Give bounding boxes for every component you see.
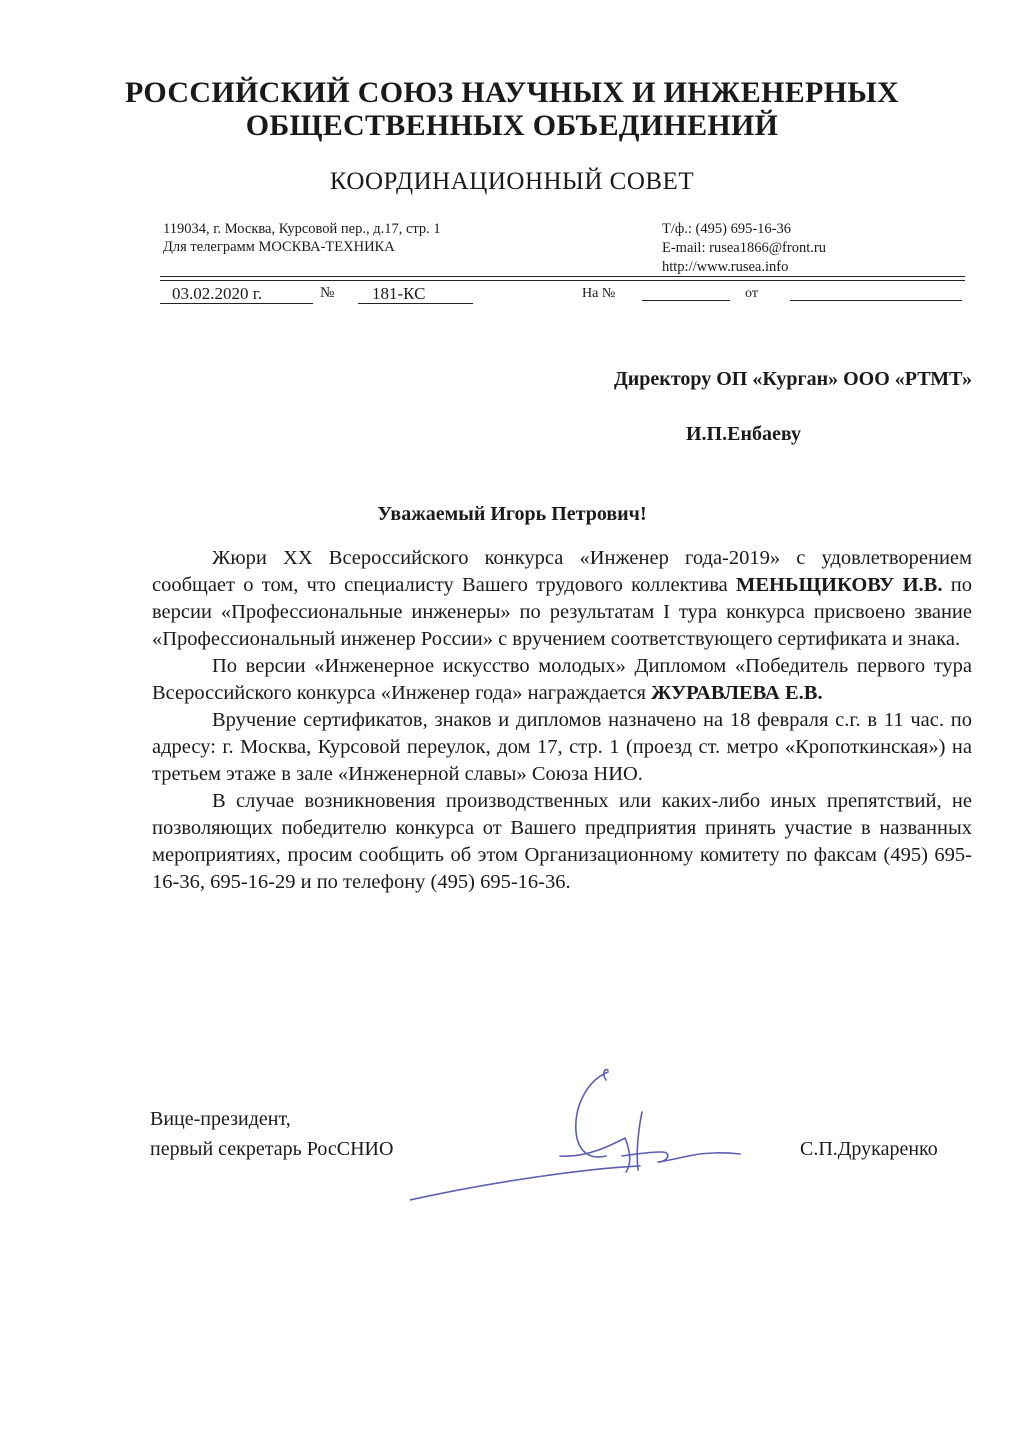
paragraph-3: Вручение сертификатов, знаков и дипломов назначено на 18 февраля с.г. в 11 час. по адресу: г. Москва, Курсовой переулок, дом 17, стр. 1 (проезд ст. метро «Кропоткинская») на третьем этаже в зале «Инженерной славы» Союза НИО.: [152, 709, 972, 785]
header-rule-top: [160, 276, 965, 277]
organization-name-line2: ОБЩЕСТВЕННЫХ ОБЪЕДИНЕНИЙ: [245, 109, 779, 142]
recipient-highlight-2: ЖУРАВЛЕВА Е.В.: [651, 682, 823, 704]
paragraph-2: По версии «Инженерное искусство молодых» Дипломом «Победитель первого тура Всероссийского конкурса «Инженер года» награждается ЖУРАВЛЕВА Е.В.: [152, 655, 972, 704]
reply-to-label: На №: [582, 286, 616, 301]
letter-number: 181-КС: [372, 284, 426, 303]
org-telegram: Для телеграмм МОСКВА-ТЕХНИКА: [163, 239, 395, 255]
signer-role-line1: Вице-президент,: [150, 1108, 291, 1130]
org-phone: Т/ф.: (495) 695-16-36: [662, 221, 791, 237]
letter-body: [152, 545, 972, 896]
signer-name: С.П.Друкаренко: [800, 1138, 938, 1160]
org-website: http://www.rusea.info: [662, 259, 789, 275]
paragraph-1: Жюри XX Всероссийского конкурса «Инженер года-2019» с удовлетворением сообщает о том, что специалисту Вашего трудового коллектива МЕНЬЩИКОВУ И.В. по версии «Профессиональные инженеры» по результатам I тура конкурса присвоено звание «Профессиональный инженер России» с вручением соответствующего сертификата и знака.: [152, 547, 972, 650]
signer-role-line2: первый секретарь РосСНИО: [150, 1138, 394, 1160]
reply-date-underline: [790, 300, 962, 301]
number-label: №: [320, 285, 335, 301]
organization-name-line1: РОССИЙСКИЙ СОЮЗ НАУЧНЫХ И ИНЖЕНЕРНЫХ: [124, 76, 899, 109]
greeting: Уважаемый Игорь Петрович!: [377, 503, 647, 525]
org-email: E-mail: rusea1866@front.ru: [662, 240, 826, 256]
reply-number-underline: [642, 300, 730, 301]
recipient-highlight-1: МЕНЬЩИКОВУ И.В.: [736, 574, 943, 596]
reply-from-label: от: [745, 286, 758, 301]
org-address: 119034, г. Москва, Курсовой пер., д.17, стр. 1: [163, 221, 441, 237]
paragraph-4: В случае возникновения производственных или каких-либо иных препятствий, не позволяющих победителю конкурса от Вашего предприятия принять участие в названных мероприятиях, просим сообщить об этом Организационному комитету по факсам (495) 695-16-36, 695-16-29 и по телефону (495) 695-16-36.: [152, 790, 972, 893]
addressee-position: Директору ОП «Курган» ООО «РТМТ»: [614, 368, 972, 390]
header-rule-bottom: [160, 280, 965, 281]
letter-date: 03.02.2020 г.: [172, 284, 263, 303]
council-name: КООРДИНАЦИОННЫЙ СОВЕТ: [329, 168, 695, 195]
date-underline: [160, 303, 313, 304]
addressee-name: И.П.Енбаеву: [686, 423, 801, 445]
number-underline: [358, 303, 473, 304]
handwritten-signature: [410, 1060, 770, 1210]
